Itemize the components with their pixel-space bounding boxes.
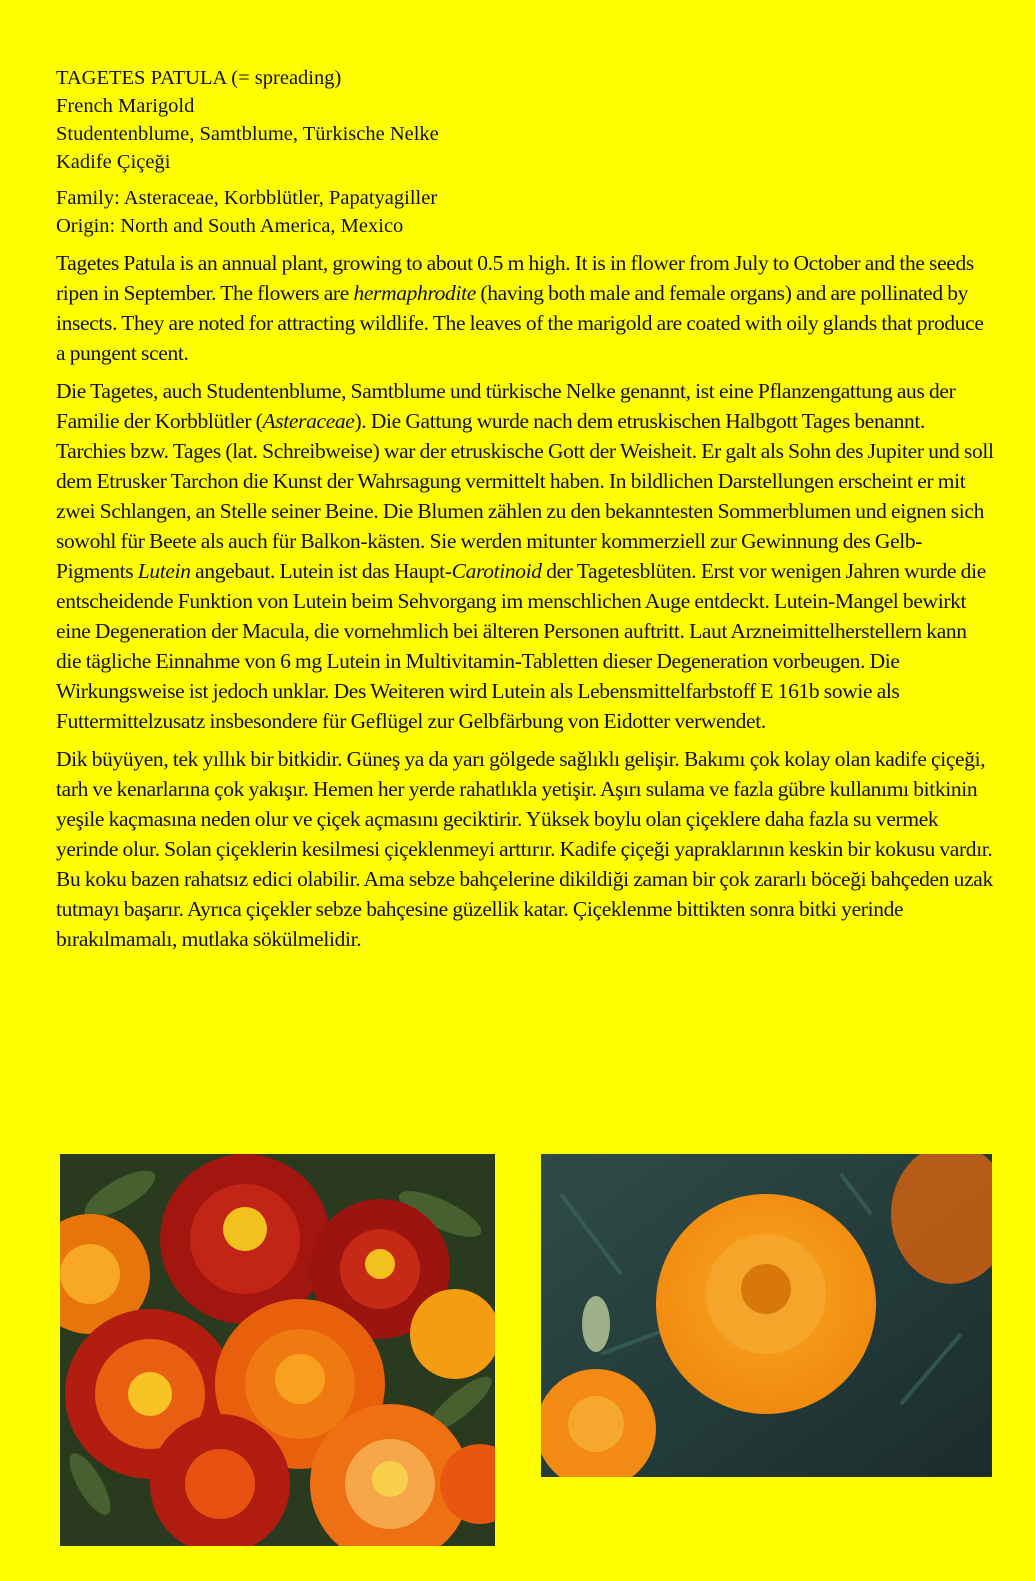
turkish-paragraph: Dik büyüyen, tek yıllık bir bitkidir. Güneş ya da yarı gölgede sağlıklı gelişir. Bakımı çok kolay olan kadife çiçeği, tarh ve kenarlarına çok yakışır. Hemen her yerde rahatlıkla yetişir. Aşırı sulama ve fazla gübre kullanımı bitkinin yeşile kaçmasına neden olur ve çiçek açmasını geciktirir. Yüksek boylu olan çiçeklere daha fazla su vermek yerinde olur. Solan çiçeklerin kesilmesi çiçeklenmeyi arttırır. Kadife çiçeği yapraklarının keskin bir kokusu vardır. Bu koku bazen rahatsız edici olabilir. Ama sebze bahçelerine dikildiği zaman bir çok zararlı böceği bahçeden uzak tutmayı başarır. Ayrıca çiçekler sebze bahçesine güzellik katar. Çiçeklenme bittikten sonra bitki yerinde bırakılmamalı, mutlaka sökülmelidir. [56,747,993,951]
family-line: Family: Asteraceae, Korbblütler, Papatyagiller [56,187,438,209]
turkish-name: Kadife Çiçeği [56,151,171,173]
english-name: French Marigold [56,95,195,117]
german-text-4: der Tagetesblüten. Erst vor wenigen Jahren wurde die entscheidende Funktion von Lutein beim Sehvorgang im menschlichen Auge entdeckt. Lutein-Mangel bewirkt eine Degeneration der Macula, die vornehmlich bei älteren Personen auftritt. Laut Arzneimittelherstellern kann die tägliche Einnahme von 6 mg Lutein in Multivitamin-Tabletten dieser Degeneration vorbeugen. Die Wirkungsweise ist jedoch unklar. Des Weiteren wird Lutein als Lebensmittelfarbstoff E 161b sowie als Futtermittelzusatz insbesondere für Geflügel zur Gelbfärbung von Eidotter verwendet. [56,559,986,733]
document-page [56,64,996,954]
german-names: Studentenblume, Samtblume, Türkische Nelke [56,123,439,145]
meta-block [56,184,996,240]
english-text-1: Tagetes Patula is an annual plant, growing to about 0.5 m high. It is in flower from July to October and the seeds ripen in September. The flowers are [56,251,974,305]
marigold-cluster-illustration [60,1154,495,1546]
german-text-3: angebaut. Lutein ist das Haupt- [190,559,452,583]
english-text-2: (having both male and female organs) and are pollinated by insects. They are noted for attracting wildlife. The leaves of the marigold are coated with oily glands that produce a pungent scent. [56,281,984,365]
marigold-single-photo [541,1154,992,1477]
german-italic-lutein: Lutein [137,559,191,583]
marigold-single-illustration [541,1154,992,1477]
german-text-1: Die Tagetes, auch Studentenblume, Samtblume und türkische Nelke genannt, ist eine Pflanzengattung aus der Familie der Korbblütler ( [56,379,956,433]
german-italic-asteraceae: Asteraceae [262,409,355,433]
english-paragraph [56,248,996,368]
origin-line: Origin: North and South America, Mexico [56,215,404,237]
german-text-2: ). Die Gattung wurde nach dem etruskischen Halbgott Tages benannt. Tarchies bzw. Tages (lat. Schreibweise) war der etruskische Gott der Weisheit. Er galt als Sohn des Jupiter und soll dem Etrusker Tarchon die Kunst der Wahrsagung vermittelt haben. In bildlichen Darstellungen erscheint er mit zwei Schlangen, an Stelle seiner Beine. Die Blumen zählen zu den bekanntesten Sommerblumen und eignen sich sowohl für Beete als auch für Balkon-kästen. Sie werden mitunter kommerziell zur Gewinnung des Gelb-Pigments [56,409,994,583]
german-paragraph [56,376,996,736]
english-italic-term: hermaphrodite [353,281,476,305]
marigold-cluster-photo [60,1154,495,1546]
scientific-name: TAGETES PATULA (= spreading) [56,67,342,89]
title-block [56,64,996,176]
german-italic-carotinoid: Carotinoid [451,559,542,583]
